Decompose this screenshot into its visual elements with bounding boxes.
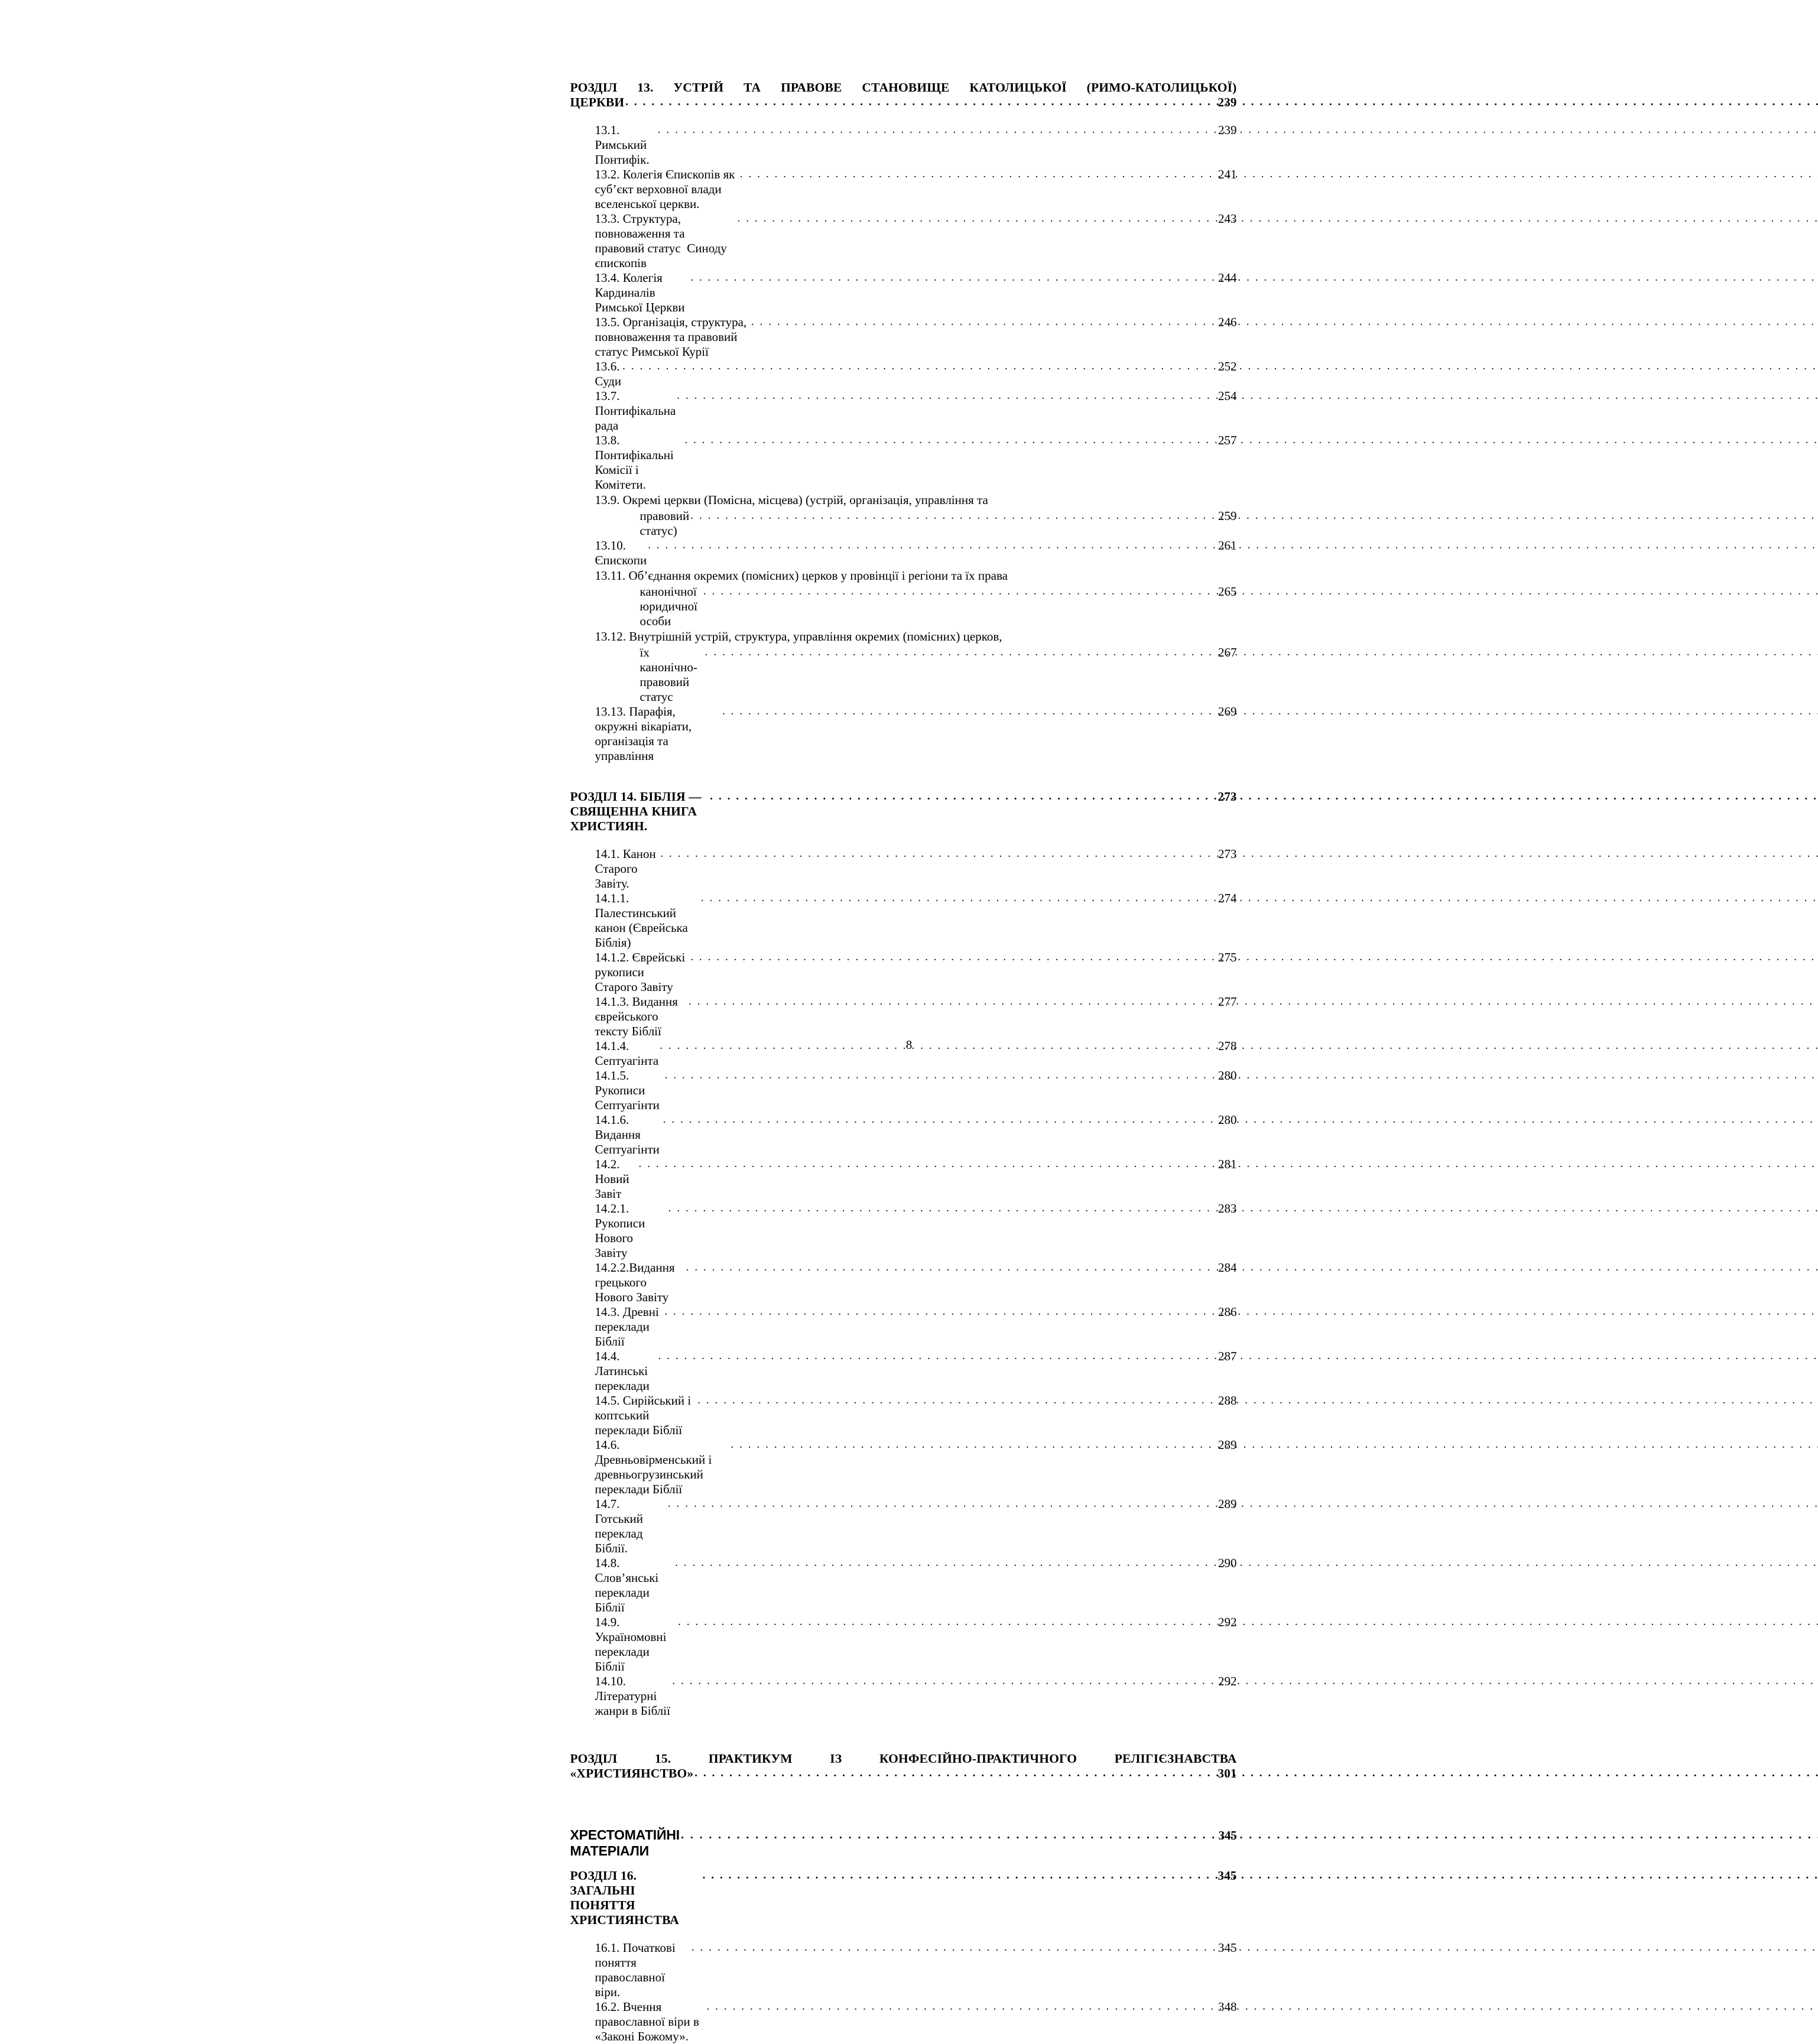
dot-leader (701, 892, 1205, 905)
toc-entry-label: 14.1.2. Єврейські рукописи Старого Завіту (595, 950, 689, 994)
toc-entry-page: 289 (1218, 1496, 1237, 1511)
chapter-13-heading-line2-row (570, 95, 1237, 110)
toc-entry-label: правовий статус) (639, 508, 693, 538)
toc-entry-14-1-5[interactable] (595, 1068, 1237, 1113)
chapter-13-heading-line2: ЦЕРКВИ (570, 95, 625, 109)
toc-entry-label: 14.6. Древньовірменський і древньогрузинський переклади Біблії (595, 1437, 715, 1496)
toc-entry-13-9-line2-row[interactable] (595, 509, 1237, 538)
toc-entry-label: їх канонічно-правовий статус (639, 645, 697, 704)
dot-leader (710, 790, 1205, 803)
dot-leader (663, 1113, 1205, 1126)
toc-entry-label: 14.3. Древні переклади Біблії (595, 1304, 663, 1348)
toc-entry-13-11-line2-row[interactable] (595, 584, 1237, 629)
toc-entry-page: 280 (1218, 1112, 1237, 1127)
dot-leader (689, 995, 1205, 1008)
dot-leader (678, 1616, 1205, 1629)
toc-entry-label: 14.4. Латинські переклади (595, 1348, 651, 1393)
toc-entry-page: 284 (1218, 1260, 1237, 1275)
dot-leader (690, 951, 1205, 964)
toc-entry-16-1[interactable] (595, 1941, 1237, 2000)
toc-entry-14-1-2[interactable] (595, 950, 1237, 995)
chapter-15-page: 301 (1218, 1766, 1237, 1780)
toc-entry-13-11-line1[interactable]: 13.11. Об’єднання окремих (помісних) церков у провінції і регіони та їх права (595, 568, 1008, 583)
toc-entry-14-4[interactable] (595, 1349, 1237, 1393)
toc-entry-page: 280 (1218, 1068, 1237, 1083)
toc-entry-14-3[interactable] (595, 1305, 1237, 1349)
toc-entry-label: 13.3. Структура, повноваження та правовий статус Синоду єпископів (595, 212, 731, 270)
toc-entry-label: 14.7. Готський переклад Біблії. (595, 1496, 647, 1555)
section-banner-materials[interactable] (570, 1827, 1237, 1859)
toc-entry-label: 16.1. Початкові поняття православної віри. (595, 1940, 679, 1999)
toc-entry-14-7[interactable] (595, 1497, 1237, 1556)
dot-leader (703, 1869, 1205, 1882)
dot-leader (658, 1350, 1205, 1363)
toc-entry-page: 261 (1218, 538, 1237, 553)
dot-leader (668, 1202, 1205, 1215)
chapter-15-heading-line2: «ХРИСТИЯНСТВО» (570, 1766, 694, 1780)
toc-entry-page: 257 (1218, 433, 1237, 447)
toc-entry-label: 14.9. Україномовні переклади Біблії (595, 1614, 670, 1673)
dot-leader (722, 705, 1205, 718)
toc-entry-page: 345 (1218, 1940, 1237, 1955)
toc-entry-13-13[interactable] (595, 704, 1237, 763)
dot-leader (706, 2000, 1205, 2013)
chapter-16-heading[interactable] (570, 1868, 1237, 1928)
dot-leader (665, 1069, 1205, 1082)
toc-entry-label: канонічної юридичної особи (639, 584, 701, 628)
toc-entry-page: 281 (1218, 1156, 1237, 1171)
dot-leader (672, 1675, 1205, 1688)
dot-leader (690, 509, 1205, 522)
dot-leader (684, 434, 1205, 447)
toc-entry-13-3[interactable] (595, 212, 1237, 271)
toc-entry-label: 13.7. Понтифікальна рада (595, 389, 679, 433)
toc-entry-14-1-3[interactable] (595, 995, 1237, 1039)
toc-entry-14-1-6[interactable] (595, 1113, 1237, 1157)
toc-entry-page: 286 (1218, 1304, 1237, 1319)
toc-entry-page: 278 (1218, 1038, 1237, 1053)
dot-leader (668, 1497, 1205, 1510)
toc-entry-label: 16.2. Вчення православної віри в «Законі Божому». (595, 1999, 703, 2043)
toc-entry-14-2-1[interactable] (595, 1201, 1237, 1260)
dot-leader (751, 316, 1205, 329)
toc-entry-label: 14.2.2.Видання грецького Нового Завіту (595, 1260, 678, 1304)
dot-leader (625, 96, 1205, 109)
toc-entry-page: 259 (1218, 508, 1237, 523)
page-folio-number: 8 (905, 1038, 913, 1052)
toc-entry-page: 246 (1218, 315, 1237, 329)
toc-entry-13-6[interactable] (595, 359, 1237, 389)
toc-entry-label: 14.2.1. Рукописи Нового Завіту (595, 1201, 648, 1260)
toc-content (570, 80, 1237, 2044)
dot-leader (690, 271, 1205, 284)
toc-entry-16-2[interactable] (595, 2000, 1237, 2044)
chapter-16-page: 345 (1218, 1868, 1237, 1883)
toc-entry-label: 14.1. Канон Старого Завіту. (595, 846, 660, 891)
toc-entry-14-1[interactable] (595, 847, 1237, 891)
toc-entry-page: 265 (1218, 584, 1237, 599)
toc-entry-page: 267 (1218, 645, 1237, 659)
toc-entry-label: 13.2. Колегія Єпископів як суб’єкт верховної влади вселенської церкви. (595, 167, 738, 211)
toc-entry-label: 13.4. Колегія Кардиналів Римської Церкви (595, 271, 685, 314)
toc-entry-14-6[interactable] (595, 1438, 1237, 1497)
toc-entry-label: 14.10. Літературні жанри в Біблії (595, 1673, 670, 1718)
toc-entry-label: 14.2. Новий Завіт (595, 1156, 632, 1201)
dot-leader (686, 1261, 1205, 1274)
toc-entry-page: 292 (1218, 1614, 1237, 1629)
toc-entry-14-9[interactable] (595, 1615, 1237, 1674)
toc-entry-label: 14.1.6. Видання Септуагінти (595, 1112, 660, 1156)
dot-leader (694, 1767, 1205, 1780)
toc-entry-13-12-line1[interactable]: 13.12. Внутрішній устрій, структура, управління окремих (помісних) церков, (595, 629, 1002, 644)
toc-entry-page: 254 (1218, 389, 1237, 403)
toc-entry-page: 273 (1218, 846, 1237, 861)
toc-entry-page: 243 (1218, 212, 1237, 226)
chapter-13-page[interactable]: 239 (1218, 95, 1237, 109)
toc-entry-14-1-1[interactable] (595, 891, 1237, 950)
dot-leader (675, 1556, 1205, 1569)
toc-entry-14-2-2[interactable] (595, 1260, 1237, 1305)
toc-entry-page: 290 (1218, 1555, 1237, 1570)
toc-entry-label: 13.5. Організація, структура, повноваження та правовий статус Римської Курії (595, 315, 750, 359)
toc-entry-label: 13.13. Парафія, окружні вікаріати, організація та управління (595, 704, 695, 763)
toc-entry-13-7[interactable] (595, 389, 1237, 433)
chapter-14-heading-label: РОЗДІЛ 14. БІБЛІЯ — СВЯЩЕННА КНИГА ХРИСТИЯН. (570, 789, 705, 833)
toc-entry-label: 14.1.5. Рукописи Септуагінти (595, 1068, 660, 1112)
toc-entry-label: 13.8. Понтифікальні Комісії і Комітети. (595, 433, 677, 492)
toc-entry-14-10[interactable] (595, 1674, 1237, 1718)
toc-entry-label: 13.10. Єпископи (595, 538, 647, 567)
toc-entry-label: 13.6. Суди (595, 359, 623, 388)
toc-entry-13-2[interactable] (595, 167, 1237, 212)
toc-entry-label: 14.1.3. Видання єврейського тексту Біблії (595, 994, 681, 1038)
toc-entry-page: 289 (1218, 1437, 1237, 1452)
toc-entry-13-8[interactable] (595, 433, 1237, 492)
toc-entry-13-4[interactable] (595, 271, 1237, 315)
toc-entry-page: 252 (1218, 359, 1237, 373)
chapter-13-heading-line1: РОЗДІЛ 13. УСТРІЙ ТА ПРАВОВЕ СТАНОВИЩЕ КАТОЛИЦЬКОЇ (РИМО-КАТОЛИЦЬКОЇ) (570, 80, 1237, 95)
toc-entry-13-1[interactable] (595, 123, 1237, 167)
toc-entry-page: 269 (1218, 704, 1237, 719)
dot-leader (740, 168, 1205, 181)
toc-entry-page: 241 (1218, 167, 1237, 181)
toc-entry-13-12-line2-row[interactable] (595, 645, 1237, 704)
toc-entry-page: 292 (1218, 1673, 1237, 1688)
chapter-14-heading[interactable] (570, 789, 1237, 834)
dot-leader (658, 124, 1205, 137)
dot-leader (660, 847, 1205, 860)
toc-entry-page: 277 (1218, 994, 1237, 1009)
toc-entry-page: 239 (1218, 123, 1237, 137)
chapter-13-heading (570, 80, 1237, 110)
toc-entry-label: 14.1.4. Септуагінта (595, 1038, 659, 1068)
dot-leader (692, 1941, 1205, 1954)
dot-leader (648, 539, 1205, 552)
toc-entry-13-5[interactable] (595, 315, 1237, 359)
toc-entry-label: 13.1. Римський Понтифік. (595, 123, 650, 167)
toc-entry-label: 14.5. Сирійський і коптський переклади Біблії (595, 1393, 694, 1437)
dot-leader (705, 646, 1205, 659)
chapter-14-page: 273 (1218, 789, 1237, 804)
toc-entry-page: 287 (1218, 1348, 1237, 1363)
chapter-15-heading-line1: РОЗДІЛ 15. ПРАКТИКУМ ІЗ КОНФЕСІЙНО-ПРАКТИЧНОГО РЕЛІГІЄЗНАВСТВА (570, 1751, 1237, 1766)
dot-leader (738, 212, 1205, 225)
dot-leader (639, 1158, 1205, 1171)
toc-entry-14-8[interactable] (595, 1556, 1237, 1615)
dot-leader (622, 360, 1205, 373)
toc-entry-page: 283 (1218, 1201, 1237, 1216)
toc-entry-page: 244 (1218, 271, 1237, 285)
toc-entry-label: 14.1.1. Палестинський канон (Єврейська Біблія) (595, 891, 692, 950)
dot-leader (681, 1829, 1205, 1842)
toc-entry-13-9-line1[interactable]: 13.9. Окремі церкви (Помісна, місцева) (устрій, організація, управління та (595, 493, 988, 507)
dot-leader (664, 1305, 1205, 1318)
toc-entry-label: 14.8. Слов’янські переклади Біблії (595, 1555, 662, 1614)
toc-entry-page: 288 (1218, 1393, 1237, 1408)
chapter-15-heading-line2-row[interactable] (570, 1766, 1237, 1781)
dot-leader (697, 1394, 1205, 1407)
dot-leader (703, 585, 1205, 598)
section-banner-page: 345 (1218, 1828, 1237, 1842)
chapter-16-heading-label: РОЗДІЛ 16. ЗАГАЛЬНІ ПОНЯТТЯ ХРИСТИЯНСТВА (570, 1868, 679, 1927)
chapter-15-heading (570, 1751, 1237, 1781)
dot-leader (677, 389, 1205, 402)
toc-entry-14-2[interactable] (595, 1157, 1237, 1201)
toc-entry-14-5[interactable] (595, 1393, 1237, 1438)
toc-entry-page: 275 (1218, 950, 1237, 964)
toc-entry-13-10[interactable] (595, 538, 1237, 568)
section-banner-label: ХРЕСТОМАТІЙНІ МАТЕРІАЛИ (570, 1827, 684, 1858)
toc-entry-page: 348 (1218, 1999, 1237, 2014)
toc-entry-page: 274 (1218, 891, 1237, 905)
dot-leader (731, 1438, 1205, 1451)
toc-page (514, 0, 1305, 2043)
